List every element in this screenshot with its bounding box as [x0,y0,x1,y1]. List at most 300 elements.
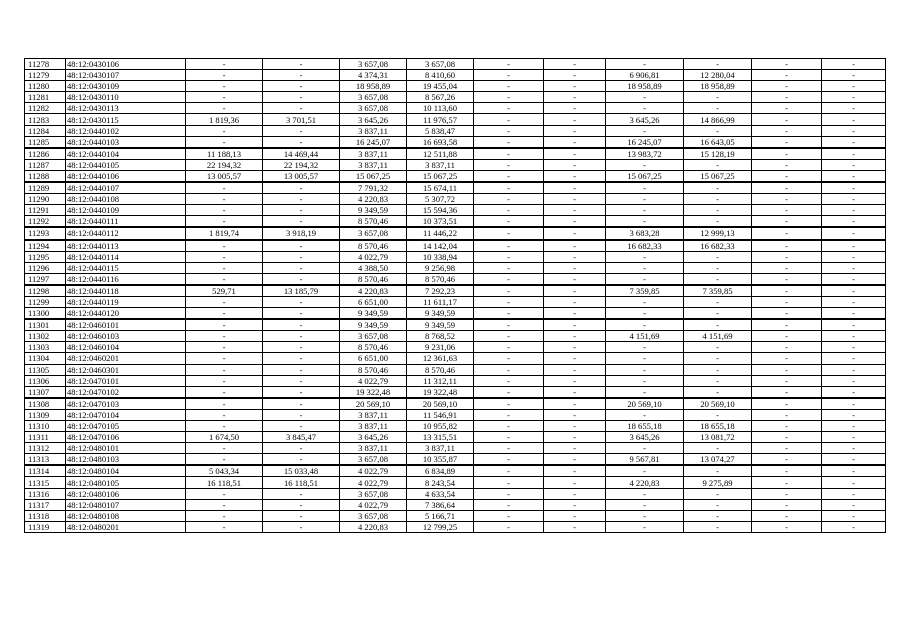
value-cell: - [606,342,684,353]
value-cell: - [186,510,263,521]
cadastral-number-cell: 48:12:0430115 [66,114,186,125]
value-cell: 15 128,19 [684,148,752,160]
value-cell: - [606,465,684,477]
value-cell: - [752,342,822,353]
value-cell: - [752,148,822,160]
cadastral-number-cell: 48:12:0470106 [66,432,186,443]
value-cell: - [752,103,822,114]
value-cell: - [752,375,822,386]
value-cell: 3 701,51 [263,114,340,125]
value-cell: - [544,125,606,136]
row-number-cell: 11304 [25,353,66,364]
value-cell: - [822,273,886,285]
value-cell: - [186,262,263,273]
value-cell: 16 118,51 [263,477,340,488]
value-cell: 4 374,31 [340,70,407,81]
value-cell: 1 819,74 [186,227,263,239]
table-row [25,364,886,375]
value-cell: - [684,342,752,353]
row-number-cell: 11290 [25,194,66,205]
value-cell: - [544,262,606,273]
value-cell: - [544,159,606,170]
value-cell: - [822,465,886,477]
value-cell: - [544,432,606,443]
value-cell: - [752,296,822,307]
value-cell: - [263,510,340,521]
value-cell: - [684,353,752,364]
value-cell: - [752,227,822,239]
value-cell: 13 315,51 [407,432,474,443]
value-cell: 4 022,79 [340,499,407,510]
value-cell: 16 693,58 [407,136,474,148]
value-cell: 8 768,52 [407,331,474,342]
value-cell: - [752,59,822,70]
value-cell: - [263,308,340,320]
value-cell: 3 645,26 [340,114,407,125]
value-cell: 8 410,60 [407,70,474,81]
value-cell: 4 220,83 [606,477,684,488]
value-cell: - [544,510,606,521]
value-cell: - [752,125,822,136]
value-cell: - [544,114,606,125]
row-number-cell: 11307 [25,386,66,398]
value-cell: 3 657,08 [340,488,407,499]
value-cell: - [822,125,886,136]
cadastral-number-cell: 48:12:0440118 [66,285,186,297]
value-cell: - [606,409,684,420]
value-cell: 20 569,10 [684,398,752,410]
cadastral-number-cell: 48:12:0470102 [66,386,186,398]
value-cell: 8 570,46 [340,273,407,285]
value-cell: - [474,125,544,136]
value-cell: - [684,251,752,262]
cadastral-number-cell: 48:12:0430113 [66,103,186,114]
value-cell: 9 256,98 [407,262,474,273]
value-cell: - [186,342,263,353]
value-cell: 3 657,08 [340,92,407,103]
cadastral-number-cell: 48:12:0460104 [66,342,186,353]
value-cell: 6 906,81 [606,70,684,81]
value-cell: - [822,148,886,160]
table-row [25,70,886,81]
value-cell: - [822,521,886,532]
cadastral-number-cell: 48:12:0440106 [66,170,186,182]
value-cell: - [822,331,886,342]
value-cell: - [474,477,544,488]
cadastral-number-cell: 48:12:0430110 [66,92,186,103]
table-row [25,398,886,410]
row-number-cell: 11299 [25,296,66,307]
value-cell: - [606,273,684,285]
value-cell: - [474,342,544,353]
value-cell: 18 958,89 [606,81,684,92]
value-cell: - [752,319,822,331]
value-cell: - [263,319,340,331]
value-cell: - [474,398,544,410]
value-cell: - [822,319,886,331]
value-cell: - [822,70,886,81]
row-number-cell: 11292 [25,216,66,228]
value-cell: - [474,136,544,148]
table-row [25,273,886,285]
value-cell: 18 958,89 [340,81,407,92]
value-cell: - [606,499,684,510]
row-number-cell: 11306 [25,375,66,386]
value-cell: - [474,182,544,194]
value-cell: - [752,521,822,532]
cadastral-number-cell: 48:12:0430109 [66,81,186,92]
value-cell: - [606,159,684,170]
value-cell: - [684,499,752,510]
value-cell: 7 292,23 [407,285,474,297]
value-cell: - [186,443,263,454]
cadastral-number-cell: 48:12:0440120 [66,308,186,320]
value-cell: - [186,70,263,81]
value-cell: - [474,285,544,297]
value-cell: - [186,353,263,364]
value-cell: - [474,386,544,398]
value-cell: - [684,465,752,477]
value-cell: - [263,521,340,532]
value-cell: - [186,386,263,398]
value-cell: - [544,227,606,239]
table-row [25,114,886,125]
value-cell: - [263,454,340,466]
value-cell: - [684,194,752,205]
value-cell: - [474,273,544,285]
value-cell: - [263,398,340,410]
table-row [25,194,886,205]
value-cell: - [822,136,886,148]
value-cell: 8 570,46 [407,273,474,285]
value-cell: 3 657,08 [340,103,407,114]
value-cell: - [263,375,340,386]
value-cell: - [752,488,822,499]
value-cell: - [822,398,886,410]
value-cell: 11 611,17 [407,296,474,307]
value-cell: 11 188,13 [186,148,263,160]
value-cell: - [606,510,684,521]
value-cell: 13 005,57 [186,170,263,182]
cadastral-number-cell: 48:12:0430106 [66,59,186,70]
value-cell: 10 955,82 [407,421,474,432]
value-cell: - [822,251,886,262]
cadastral-number-cell: 48:12:0480104 [66,465,186,477]
value-cell: 4 633,54 [407,488,474,499]
value-cell: - [474,170,544,182]
table-row [25,432,886,443]
value-cell: - [544,216,606,228]
value-cell: 9 349,59 [407,319,474,331]
value-cell: - [186,81,263,92]
table-row [25,465,886,477]
table-row [25,375,886,386]
value-cell: 4 220,83 [340,521,407,532]
value-cell: - [186,92,263,103]
value-cell: - [474,92,544,103]
value-cell: - [186,125,263,136]
value-cell: - [474,465,544,477]
value-cell: 3 657,08 [340,454,407,466]
table-row [25,103,886,114]
value-cell: - [822,409,886,420]
cadastral-number-cell: 48:12:0440115 [66,262,186,273]
value-cell: 12 511,88 [407,148,474,160]
value-cell: 15 674,11 [407,182,474,194]
value-cell: - [606,251,684,262]
value-cell: - [606,308,684,320]
value-cell: 18 958,89 [684,81,752,92]
value-cell: - [544,92,606,103]
value-cell: 15 067,25 [340,170,407,182]
value-cell: 12 361,63 [407,353,474,364]
value-cell: - [752,308,822,320]
value-cell: - [263,125,340,136]
value-cell: - [544,375,606,386]
value-cell: 12 280,04 [684,70,752,81]
value-cell: 4 151,69 [606,331,684,342]
value-cell: 7 386,64 [407,499,474,510]
value-cell: - [822,488,886,499]
value-cell: 16 245,07 [606,136,684,148]
value-cell: 22 194,32 [263,159,340,170]
value-cell: - [822,194,886,205]
cadastral-number-cell: 48:12:0440111 [66,216,186,228]
value-cell: 13 081,72 [684,432,752,443]
row-number-cell: 11285 [25,136,66,148]
table-row [25,262,886,273]
value-cell: 19 322,48 [340,386,407,398]
value-cell: - [752,499,822,510]
value-cell: - [752,114,822,125]
cadastral-number-cell: 48:12:0440116 [66,273,186,285]
value-cell: - [474,70,544,81]
value-cell: - [822,285,886,297]
row-number-cell: 11279 [25,70,66,81]
value-cell: - [544,170,606,182]
value-cell: - [684,510,752,521]
value-cell: - [822,364,886,375]
value-cell: - [544,70,606,81]
table-row [25,499,886,510]
value-cell: - [474,331,544,342]
value-cell: - [474,114,544,125]
value-cell: - [186,194,263,205]
value-cell: - [263,499,340,510]
cadastral-number-cell: 48:12:0480201 [66,521,186,532]
row-number-cell: 11298 [25,285,66,297]
value-cell: - [186,205,263,216]
value-cell: - [544,148,606,160]
cadastral-number-cell: 48:12:0480106 [66,488,186,499]
cadastral-number-cell: 48:12:0440112 [66,227,186,239]
value-cell: 16 682,33 [684,240,752,252]
value-cell: - [544,488,606,499]
value-cell: - [544,353,606,364]
row-number-cell: 11282 [25,103,66,114]
value-cell: - [684,159,752,170]
value-cell: - [263,488,340,499]
value-cell: 19 455,04 [407,81,474,92]
row-number-cell: 11314 [25,465,66,477]
value-cell: - [752,262,822,273]
value-cell: - [752,331,822,342]
table-row [25,251,886,262]
value-cell: - [263,386,340,398]
value-cell: 9 349,59 [340,319,407,331]
value-cell: 16 118,51 [186,477,263,488]
value-cell: - [544,454,606,466]
value-cell: - [186,499,263,510]
value-cell: - [822,296,886,307]
value-cell: - [474,488,544,499]
value-cell: - [822,443,886,454]
row-number-cell: 11293 [25,227,66,239]
value-cell: - [544,240,606,252]
row-number-cell: 11313 [25,454,66,466]
cadastral-number-cell: 48:12:0440114 [66,251,186,262]
value-cell: - [544,499,606,510]
value-cell: - [752,409,822,420]
value-cell: - [263,205,340,216]
table-row [25,342,886,353]
value-cell: 3 837,11 [340,409,407,420]
value-cell: 3 837,11 [340,125,407,136]
value-cell: - [606,182,684,194]
value-cell: - [752,432,822,443]
value-cell: - [684,262,752,273]
value-cell: 15 067,25 [606,170,684,182]
value-cell: 16 682,33 [606,240,684,252]
value-cell: - [474,432,544,443]
table-row [25,386,886,398]
value-cell: - [263,364,340,375]
value-cell: - [684,521,752,532]
value-cell: 15 594,36 [407,205,474,216]
value-cell: - [474,409,544,420]
row-number-cell: 11309 [25,409,66,420]
value-cell: - [474,443,544,454]
value-cell: - [684,125,752,136]
value-cell: - [474,521,544,532]
value-cell: 3 645,26 [606,114,684,125]
table-row [25,443,886,454]
value-cell: - [544,251,606,262]
value-cell: 18 655,18 [684,421,752,432]
value-cell: 15 067,25 [684,170,752,182]
value-cell: - [186,240,263,252]
cadastral-number-cell: 48:12:0440113 [66,240,186,252]
value-cell: - [263,273,340,285]
cadastral-number-cell: 48:12:0460301 [66,364,186,375]
row-number-cell: 11303 [25,342,66,353]
value-cell: 3 657,08 [407,59,474,70]
cadastral-number-cell: 48:12:0470101 [66,375,186,386]
value-cell: - [684,103,752,114]
value-cell: - [544,308,606,320]
cadastral-number-cell: 48:12:0430107 [66,70,186,81]
value-cell: - [822,59,886,70]
value-cell: - [684,273,752,285]
value-cell: - [544,331,606,342]
value-cell: 8 570,46 [340,342,407,353]
value-cell: - [684,364,752,375]
value-cell: 3 657,08 [340,59,407,70]
value-cell: - [186,398,263,410]
value-cell: - [186,136,263,148]
table-row [25,488,886,499]
value-cell: - [822,308,886,320]
row-number-cell: 11286 [25,148,66,160]
table-row [25,353,886,364]
table-row [25,240,886,252]
value-cell: - [822,240,886,252]
value-cell: - [186,364,263,375]
value-cell: - [544,342,606,353]
table-row [25,331,886,342]
value-cell: 3 837,11 [340,421,407,432]
value-cell: 22 194,32 [186,159,263,170]
value-cell: - [606,103,684,114]
value-cell: - [752,510,822,521]
table-row [25,454,886,466]
value-cell: 3 657,08 [340,510,407,521]
value-cell: - [263,251,340,262]
row-number-cell: 11288 [25,170,66,182]
value-cell: 8 570,46 [340,364,407,375]
value-cell: - [263,409,340,420]
value-cell: - [474,364,544,375]
value-cell: 20 569,10 [606,398,684,410]
table-row [25,81,886,92]
value-cell: 12 799,25 [407,521,474,532]
table-body [25,59,886,533]
table-row [25,205,886,216]
value-cell: - [606,364,684,375]
value-cell: 10 113,60 [407,103,474,114]
value-cell: - [606,443,684,454]
value-cell: - [752,194,822,205]
row-number-cell: 11315 [25,477,66,488]
value-cell: - [263,182,340,194]
cadastral-number-cell: 48:12:0470103 [66,398,186,410]
value-cell: 3 837,11 [407,443,474,454]
value-cell: - [474,216,544,228]
value-cell: - [684,59,752,70]
value-cell: 9 567,81 [606,454,684,466]
value-cell: - [606,92,684,103]
value-cell: - [684,443,752,454]
value-cell: - [822,454,886,466]
table-row [25,159,886,170]
value-cell: - [752,81,822,92]
table-row [25,125,886,136]
cadastral-number-cell: 48:12:0480103 [66,454,186,466]
value-cell: - [186,308,263,320]
cadastral-number-cell: 48:12:0460201 [66,353,186,364]
row-number-cell: 11295 [25,251,66,262]
value-cell: - [474,59,544,70]
value-cell: - [544,319,606,331]
value-cell: - [474,454,544,466]
value-cell: - [263,262,340,273]
table-row [25,92,886,103]
value-cell: 20 569,10 [407,398,474,410]
value-cell: - [474,296,544,307]
row-number-cell: 11283 [25,114,66,125]
value-cell: - [186,409,263,420]
value-cell: - [263,216,340,228]
